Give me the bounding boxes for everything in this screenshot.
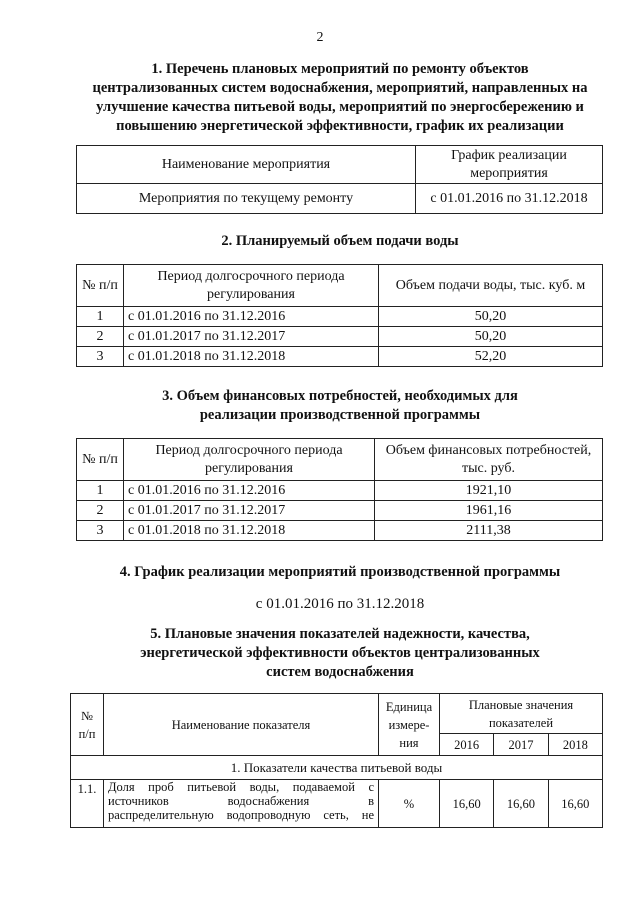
row-value: 52,20 <box>379 347 603 367</box>
row-number: 1 <box>77 307 124 327</box>
table-row <box>77 481 603 501</box>
header-year-2016: 2016 <box>440 734 494 756</box>
row-period: с 01.01.2018 по 31.12.2018 <box>124 347 379 367</box>
section-5-title-line: 5. Плановые значения показателей надежности, качества, <box>150 626 530 642</box>
page-number: 2 <box>316 30 324 45</box>
table-row <box>77 307 603 327</box>
measure-name-cell: Мероприятия по текущему ремонту <box>77 184 416 214</box>
row-period: с 01.01.2018 по 31.12.2018 <box>124 521 375 541</box>
indicator-name-line: Доля проб питьевой воды, подаваемой с <box>108 780 374 794</box>
header-measure-name: Наименование мероприятия <box>77 146 416 184</box>
header-indicator-name: Наименование показателя <box>104 694 379 756</box>
table-row <box>77 501 603 521</box>
section-4-title: 4. График реализации мероприятий производственной программы <box>119 564 561 580</box>
row-period: с 01.01.2017 по 31.12.2017 <box>124 327 379 347</box>
indicator-name-line: источников водоснабжения в <box>108 794 374 808</box>
section-5-title-line: систем водоснабжения <box>266 664 414 680</box>
header-planned-values: Плановые значения показателей <box>440 694 603 734</box>
water-volume-table <box>76 264 603 367</box>
section-3-title-line: 3. Объем финансовых потребностей, необходимых для <box>162 388 518 404</box>
table-row <box>77 327 603 347</box>
row-number: 2 <box>77 501 124 521</box>
header-number: № п/п <box>71 694 104 756</box>
row-value: 50,20 <box>379 307 603 327</box>
table-row <box>77 521 603 541</box>
row-number: 2 <box>77 327 124 347</box>
row-value-2016: 16,60 <box>440 780 494 828</box>
table-row <box>71 780 603 828</box>
indicators-table <box>70 693 603 828</box>
header-water-volume: Объем подачи воды, тыс. куб. м <box>379 265 603 307</box>
row-period: с 01.01.2016 по 31.12.2016 <box>124 307 379 327</box>
section-3-title <box>60 387 620 425</box>
row-number: 1 <box>77 481 124 501</box>
header-schedule: График реализации мероприятия <box>416 146 603 184</box>
section-1-title-line: 1. Перечень плановых мероприятий по ремонту объектов <box>151 61 529 77</box>
header-unit: Единица измере-ния <box>379 694 440 756</box>
row-unit: % <box>379 780 440 828</box>
header-period: Период долгосрочного периода регулирования <box>124 439 375 481</box>
header-number: № п/п <box>77 265 124 307</box>
section-5-title <box>60 625 620 682</box>
section-4-period: с 01.01.2016 по 31.12.2018 <box>255 596 425 612</box>
row-value-2018: 16,60 <box>548 780 602 828</box>
row-value: 1921,10 <box>375 481 603 501</box>
header-number: № п/п <box>77 439 124 481</box>
row-value: 2111,38 <box>375 521 603 541</box>
row-period: с 01.01.2016 по 31.12.2016 <box>124 481 375 501</box>
group-title: 1. Показатели качества питьевой воды <box>71 756 603 780</box>
section-2-title: 2. Планируемый объем подачи воды <box>221 233 459 249</box>
financial-needs-table <box>76 438 603 541</box>
measures-table <box>76 145 603 214</box>
indicator-name-line: распределительную водопроводную сеть, не <box>108 808 374 822</box>
row-number: 3 <box>77 347 124 367</box>
row-value-2017: 16,60 <box>494 780 548 828</box>
row-value: 50,20 <box>379 327 603 347</box>
header-year-2017: 2017 <box>494 734 548 756</box>
section-3-title-line: реализации производственной программы <box>199 407 481 423</box>
section-1-title <box>60 60 620 136</box>
header-period: Период долгосрочного периода регулирования <box>124 265 379 307</box>
section-5-title-line: энергетической эффективности объектов централизованных <box>140 645 540 661</box>
row-number: 3 <box>77 521 124 541</box>
row-number: 1.1. <box>71 780 104 828</box>
header-year-2018: 2018 <box>548 734 602 756</box>
table-row <box>77 347 603 367</box>
header-financial-needs: Объем финансовых потребностей, тыс. руб. <box>375 439 603 481</box>
section-1-title-line: централизованных систем водоснабжения, мероприятий, направленных на <box>92 80 588 96</box>
section-1-title-line: повышению энергетической эффективности, график их реализации <box>116 118 564 134</box>
measure-schedule-cell: с 01.01.2016 по 31.12.2018 <box>416 184 603 214</box>
row-period: с 01.01.2017 по 31.12.2017 <box>124 501 375 521</box>
section-1-title-line: улучшение качества питьевой воды, мероприятий по энергосбережению и <box>96 99 584 115</box>
row-value: 1961,16 <box>375 501 603 521</box>
row-indicator-name <box>104 780 379 828</box>
